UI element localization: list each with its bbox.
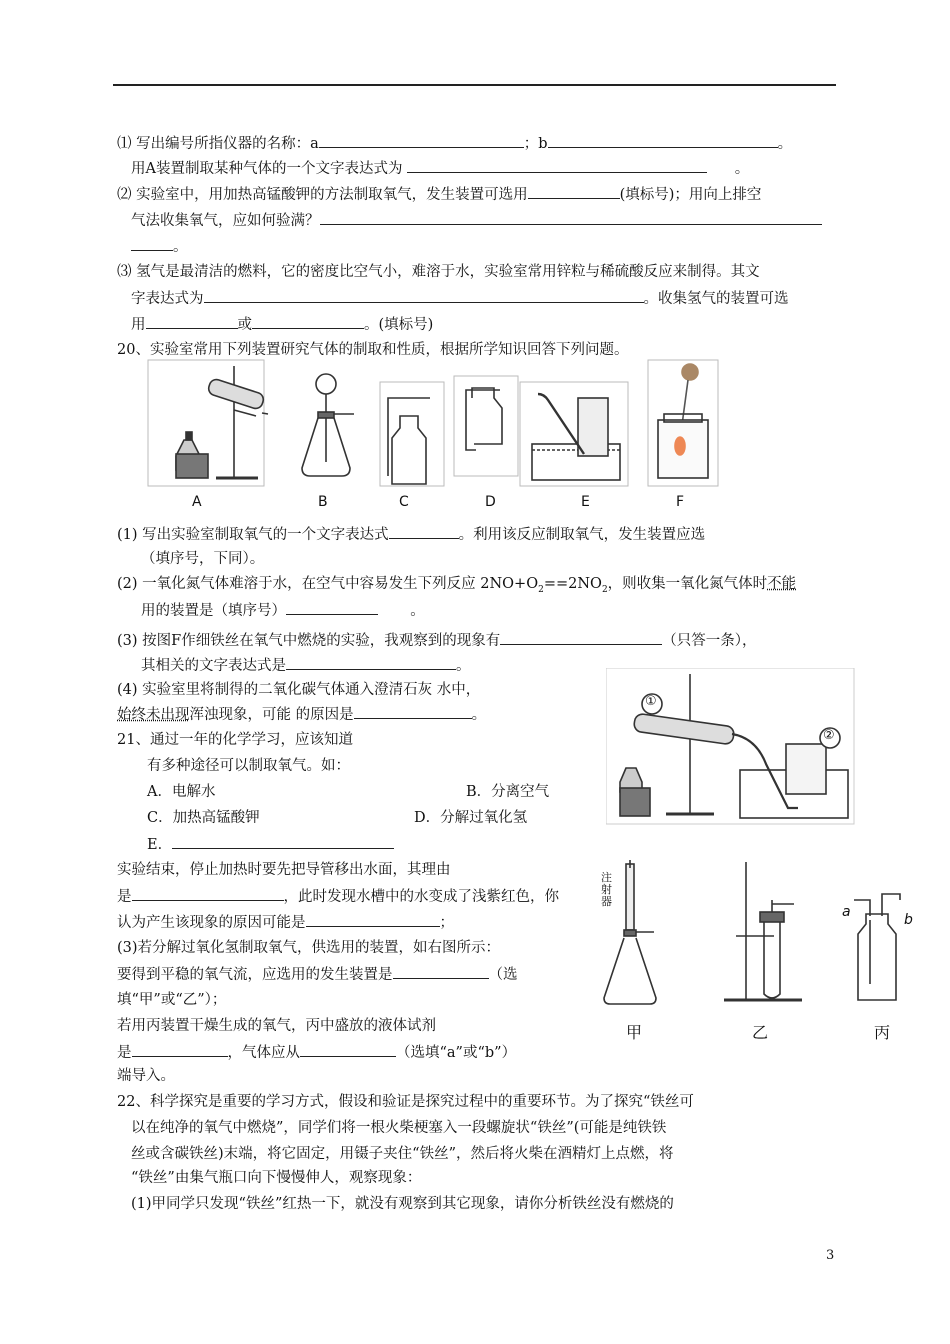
answer-blank-option-e[interactable] [172, 834, 394, 849]
label-d: D [485, 494, 496, 510]
q19-text: ⑵ 实验室中，用加热高锰酸钾的方法制取氧气，发生装置可选用 [117, 187, 528, 203]
q21-text: E． [147, 837, 173, 853]
q19-text: 。 [173, 239, 188, 255]
q19-line-2 [131, 158, 749, 179]
syringe-label: 注射器 [601, 871, 612, 908]
marker-1: ① [645, 694, 657, 709]
q19-text: 或 [237, 317, 252, 333]
q19-text: 。 [777, 136, 793, 152]
q20-text: ，则收集一氧化氮气体时 [607, 576, 768, 592]
answer-blank-b[interactable] [548, 133, 778, 148]
q20-text: 。利用该反应制取氧气，发生装置应选 [458, 527, 706, 543]
q21-option-d: D．分解过氧化氢 [414, 810, 528, 826]
q20-text: 其相关的文字表达式是 [141, 658, 286, 674]
q19-text: ⑶ 氢气是最清洁的燃料，它的密度比空气小，难溶于水，实验室常用锌粒与稀硫酸反应来制得。其文 [117, 264, 760, 280]
q21-text: 是 [117, 889, 132, 905]
q22-line-5: (1)甲同学只发现“铁丝”红热一下，就没有观察到其它现象，请你分析铁丝没有燃烧的 [131, 1196, 674, 1212]
subscript: 2 [538, 584, 544, 595]
apparatus-a [148, 360, 268, 486]
q20-text: 用的装置是（填序号） [141, 603, 286, 619]
q21-text: ； [439, 915, 454, 931]
q20-sub2-cont [141, 600, 425, 621]
label-inlet-a: a [842, 904, 851, 920]
q19-line-4 [131, 210, 822, 231]
emphasis-text: 不能 [767, 576, 797, 592]
answer-blank-no-device[interactable] [286, 600, 378, 615]
q19-line-8 [131, 314, 433, 335]
apparatus-b [302, 374, 354, 476]
answer-blank-phenomenon[interactable] [500, 630, 662, 645]
q20-sub2 [117, 574, 796, 600]
q19-line-6 [117, 262, 760, 282]
q22-line-4: “铁丝”由集气瓶口向下慢慢伸人，观察现象： [131, 1170, 422, 1186]
q21-line-5 [117, 964, 518, 985]
q21-stem-2: 有多种途径可以制取氧气。如： [147, 758, 350, 774]
header-rule [113, 84, 836, 86]
q20-text: (1) 写出实验室制取氧气的一个文字表达式 [117, 527, 389, 543]
label-bing: 丙 [874, 1023, 891, 1042]
q21-option-a: A．电解水 [147, 784, 216, 800]
q21-text: ，气体应从 [227, 1045, 300, 1061]
q21-line-3 [117, 912, 454, 933]
q21-line-2 [117, 886, 559, 907]
kmno4-apparatus-figure [606, 668, 856, 826]
answer-blank-reason-pipe[interactable] [132, 886, 284, 901]
answer-blank-purple-cause[interactable] [306, 912, 440, 927]
q20-text: 。 [471, 707, 487, 723]
q19-line-1 [117, 133, 792, 154]
answer-blank-collect-1[interactable] [146, 314, 238, 329]
marker-2: ② [823, 728, 835, 743]
answer-blank-o2-expression[interactable] [389, 524, 459, 539]
label-b: B [318, 494, 328, 510]
apparatus-figure-row [146, 358, 721, 490]
q19-text: 。收集氢气的装置可选 [643, 291, 789, 307]
q21-text: 要得到平稳的氧气流，应选用的发生装置是 [117, 967, 393, 983]
q20-sub1-cont: （填序号，下同）。 [141, 551, 265, 567]
q19-text: 气法收集氧气，应如何验满？ [131, 213, 320, 229]
q21-line-1: 实验结束，停止加热时要先把导管移出水面，其理由 [117, 862, 451, 878]
q20-sub4: (4) 实验室里将制得的二氧化碳气体通入澄清石灰 水中， [117, 682, 481, 698]
q21-line-7: 若用丙装置干燥生成的氧气，丙中盛放的液体试剂 [117, 1018, 436, 1034]
label-f: F [676, 494, 685, 510]
q22-line-3: 丝或含碳铁丝)末端，将它固定，用镊子夹住“铁丝”，然后将火柴在酒精灯上点燃，将 [131, 1146, 674, 1162]
q19-text: 字表达式为 [131, 291, 204, 307]
q19-text: 用 [131, 317, 146, 333]
q21-option-b: B．分离空气 [466, 784, 550, 800]
q21-line-9: 端导入。 [117, 1068, 175, 1084]
q20-sub4-cont [117, 704, 486, 725]
answer-blank-collect-2[interactable] [252, 314, 364, 329]
q19-text: (填标号)；用向上排空 [619, 187, 762, 203]
answer-blank-reason[interactable] [354, 704, 472, 719]
q20-text: 。 [410, 603, 425, 619]
label-jia: 甲 [626, 1023, 643, 1042]
q20-text: ==2NO [543, 576, 602, 592]
q20-sub3 [117, 630, 756, 651]
q19-text: 。 [734, 161, 750, 177]
q21-text: 认为产生该现象的原因可能是 [117, 915, 306, 931]
q21-stem-1: 21、通过一年的化学学习，应该知道 [117, 732, 353, 748]
q19-line-5 [131, 236, 188, 257]
page-number: 3 [826, 1248, 835, 1263]
label-c: C [399, 494, 409, 510]
q21-text: 是 [117, 1045, 132, 1061]
apparatus-d [454, 376, 518, 476]
q22-line-2: 以在纯净的氧气中燃烧”，同学们将一根火柴梗塞入一段螺旋状“铁丝”(可能是纯铁铁 [131, 1120, 667, 1136]
peroxide-apparatus-figure [596, 860, 926, 1010]
q19-text: ；b [523, 136, 548, 152]
answer-blank-h2-expression[interactable] [204, 288, 644, 303]
q20-text: （只答一条）， [662, 633, 757, 649]
q20-sub1 [117, 524, 705, 545]
answer-blank-expression[interactable] [407, 158, 707, 173]
q20-text: 。 [456, 658, 471, 674]
q21-line-6: 填“甲”或“乙”）； [117, 992, 227, 1008]
q21-line-8 [117, 1042, 516, 1063]
apparatus-f [648, 360, 718, 486]
label-inlet-b: b [904, 912, 913, 928]
label-yi: 乙 [752, 1023, 769, 1042]
answer-blank-reagent[interactable] [132, 1042, 228, 1057]
q19-line-7 [131, 288, 789, 309]
q21-text: （选填“a”或“b”） [396, 1045, 517, 1061]
q22-line-1: 22、科学探究是重要的学习方式，假设和验证是探究过程中的重要环节。为了探究“铁丝可 [117, 1094, 694, 1110]
q20-text: 浑浊现象，可能 的原因是 [189, 707, 354, 723]
label-e: E [581, 494, 590, 510]
answer-blank-device[interactable] [528, 184, 620, 199]
q20-sub3-cont [141, 655, 471, 676]
q21-option-c: C．加热高锰酸钾 [147, 810, 260, 826]
q21-line-4: (3)若分解过氧化氢制取氧气，供选用的装置，如右图所示： [117, 940, 501, 956]
apparatus-e [520, 382, 628, 486]
q21-text: （选 [488, 967, 518, 983]
answer-blank-a[interactable] [319, 133, 524, 148]
apparatus-c [380, 382, 444, 486]
q20-stem: 20、实验室常用下列装置研究气体的制取和性质，根据所学知识回答下列问题。 [117, 342, 629, 358]
emphasis-text: 始终未出现 [117, 707, 190, 723]
answer-blank-fe-expression[interactable] [286, 655, 456, 670]
q21-text: ，此时发现水槽中的水变成了浅紫红色，你 [283, 889, 559, 905]
q20-text: (3) 按图F作细铁丝在氧气中燃烧的实验，我观察到的现象有 [117, 633, 501, 649]
label-a: A [192, 494, 202, 510]
subscript: 2 [601, 584, 608, 595]
q19-line-3 [117, 184, 761, 205]
answer-blank-inlet[interactable] [300, 1042, 396, 1057]
q19-text: ⑴ 写出编号所指仪器的名称：a [117, 136, 319, 152]
q21-option-e [147, 834, 394, 855]
answer-blank-check-cont[interactable] [131, 236, 173, 251]
q19-text: 。(填标号) [364, 317, 434, 333]
answer-blank-check[interactable] [320, 210, 822, 225]
answer-blank-generator[interactable] [393, 964, 489, 979]
q19-text: 用A装置制取某种气体的一个文字表达式为 [131, 161, 403, 177]
q20-text: (2) 一氧化氮气体难溶于水，在空气中容易发生下列反应 2NO+O [117, 576, 539, 592]
